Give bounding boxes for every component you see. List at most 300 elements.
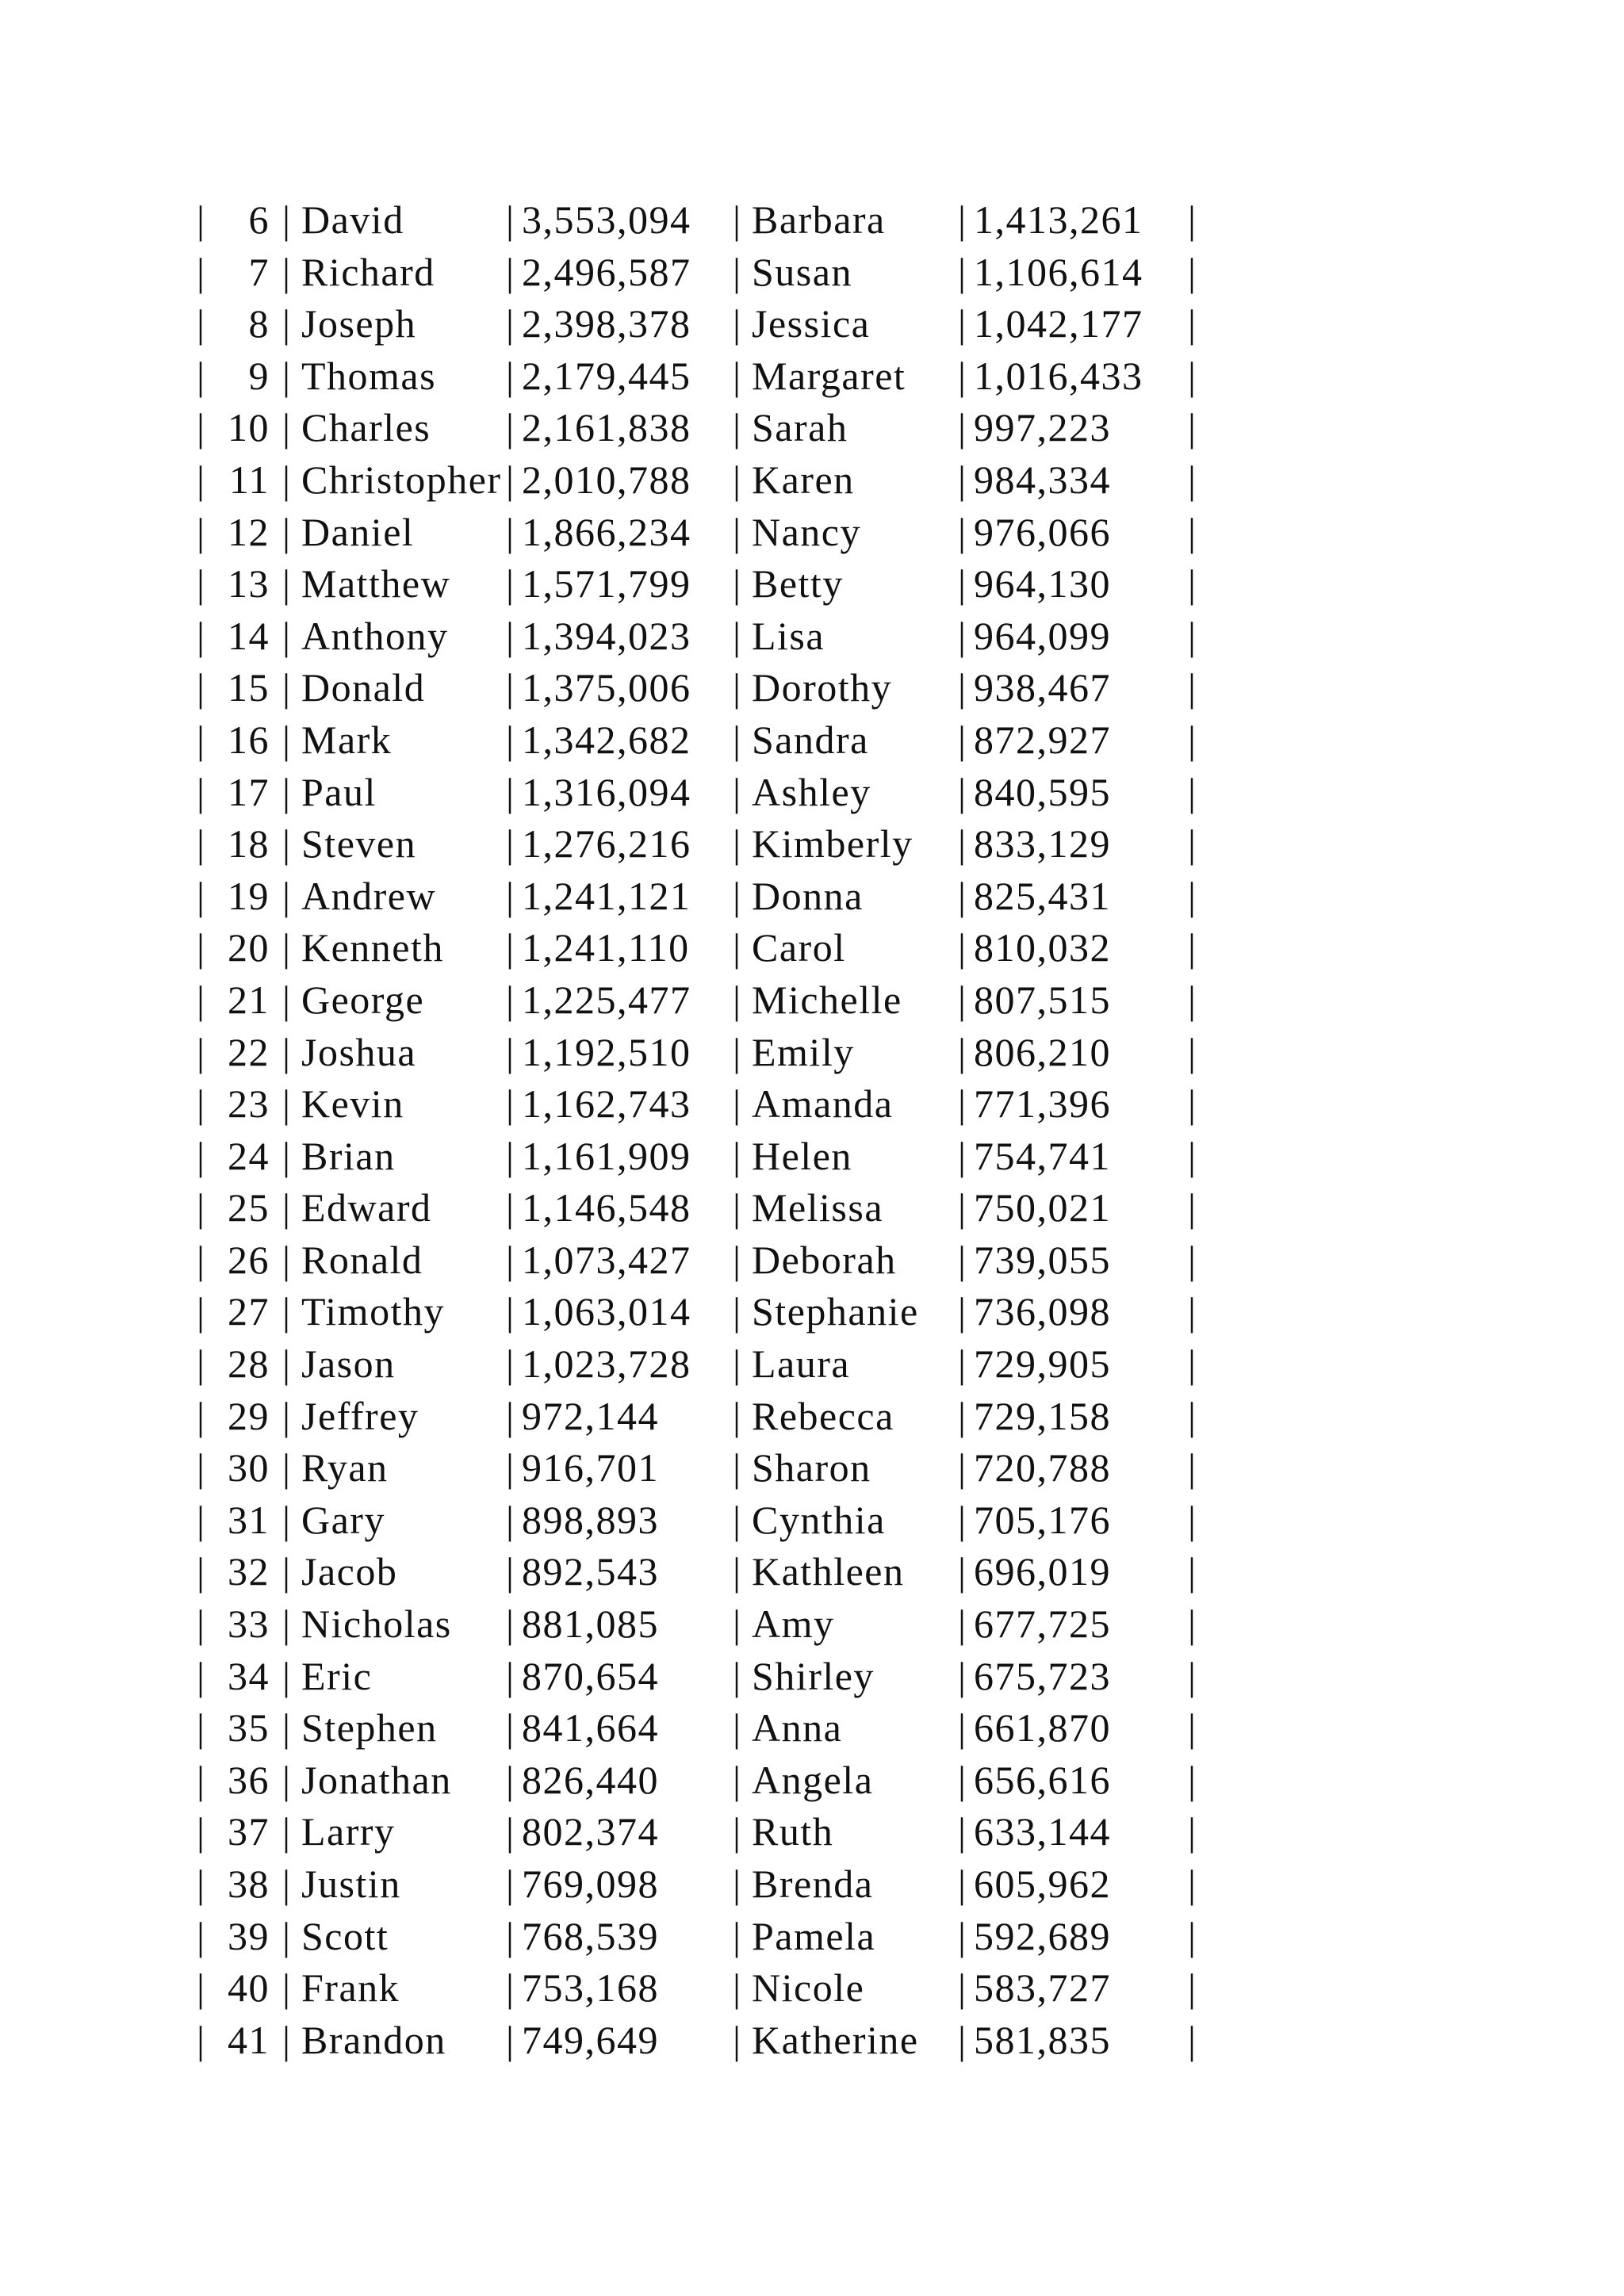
column-separator: | bbox=[506, 1965, 515, 2011]
column-separator: | bbox=[282, 1445, 291, 1490]
column-separator: | bbox=[282, 1185, 291, 1230]
male-count-cell: 2,496,587 bbox=[522, 249, 691, 294]
column-separator: | bbox=[733, 821, 741, 867]
rank-cell: 11 bbox=[228, 457, 270, 502]
column-separator: | bbox=[506, 1705, 515, 1751]
female-name-cell: Helen bbox=[752, 1133, 852, 1178]
column-separator: | bbox=[733, 1549, 741, 1594]
column-separator: | bbox=[1188, 1237, 1197, 1282]
male-name-cell: David bbox=[301, 197, 404, 242]
column-separator: | bbox=[958, 197, 967, 242]
male-count-cell: 1,063,014 bbox=[522, 1289, 691, 1334]
column-separator: | bbox=[733, 717, 741, 762]
column-separator: | bbox=[958, 1809, 967, 1854]
column-separator: | bbox=[958, 1445, 967, 1490]
column-separator: | bbox=[1188, 1341, 1197, 1387]
column-separator: | bbox=[1188, 769, 1197, 814]
column-separator: | bbox=[506, 1133, 515, 1178]
column-separator: | bbox=[733, 1029, 741, 1074]
column-separator: | bbox=[733, 509, 741, 554]
rank-cell: 34 bbox=[228, 1653, 270, 1698]
male-name-cell: Stephen bbox=[301, 1705, 438, 1751]
column-separator: | bbox=[197, 561, 205, 607]
column-separator: | bbox=[733, 1913, 741, 1958]
column-separator: | bbox=[1188, 1757, 1197, 1802]
male-count-cell: 1,571,799 bbox=[522, 561, 691, 607]
column-separator: | bbox=[282, 1341, 291, 1387]
female-count-cell: 675,723 bbox=[974, 1653, 1111, 1698]
column-separator: | bbox=[958, 405, 967, 450]
female-name-cell: Brenda bbox=[752, 1862, 874, 1906]
female-count-cell: 720,788 bbox=[974, 1445, 1111, 1490]
male-count-cell: 898,893 bbox=[522, 1497, 659, 1542]
male-count-cell: 753,168 bbox=[522, 1965, 659, 2011]
male-name-cell: Joseph bbox=[301, 301, 417, 346]
male-count-cell: 826,440 bbox=[522, 1757, 659, 1802]
column-separator: | bbox=[282, 1497, 291, 1542]
male-count-cell: 1,316,094 bbox=[522, 769, 691, 814]
female-name-cell: Pamela bbox=[752, 1913, 876, 1958]
rank-cell: 20 bbox=[228, 925, 270, 970]
column-separator: | bbox=[282, 561, 291, 607]
male-count-cell: 1,192,510 bbox=[522, 1029, 691, 1074]
column-separator: | bbox=[197, 1185, 205, 1230]
column-separator: | bbox=[1188, 1029, 1197, 1074]
rank-cell: 7 bbox=[248, 249, 270, 294]
female-count-cell: 1,042,177 bbox=[974, 301, 1143, 346]
female-name-cell: Dorothy bbox=[752, 665, 893, 710]
male-name-cell: Jacob bbox=[301, 1549, 398, 1594]
column-separator: | bbox=[506, 1497, 515, 1542]
female-count-cell: 633,144 bbox=[974, 1809, 1111, 1854]
female-name-cell: Melissa bbox=[752, 1185, 884, 1230]
column-separator: | bbox=[282, 249, 291, 294]
column-separator: | bbox=[1188, 613, 1197, 658]
column-separator: | bbox=[282, 1809, 291, 1854]
column-separator: | bbox=[958, 1601, 967, 1647]
column-separator: | bbox=[733, 873, 741, 918]
female-count-cell: 581,835 bbox=[974, 2017, 1111, 2062]
column-separator: | bbox=[733, 1809, 741, 1854]
column-separator: | bbox=[506, 925, 515, 970]
female-name-cell: Nicole bbox=[752, 1965, 865, 2011]
column-separator: | bbox=[958, 613, 967, 658]
male-count-cell: 1,225,477 bbox=[522, 977, 691, 1022]
column-separator: | bbox=[1188, 353, 1197, 398]
column-separator: | bbox=[197, 353, 205, 398]
female-name-cell: Margaret bbox=[752, 353, 906, 398]
male-name-cell: Joshua bbox=[301, 1029, 417, 1074]
column-separator: | bbox=[197, 1965, 205, 2011]
column-separator: | bbox=[282, 925, 291, 970]
column-separator: | bbox=[282, 717, 291, 762]
column-separator: | bbox=[733, 1757, 741, 1802]
female-name-cell: Donna bbox=[752, 873, 864, 918]
column-separator: | bbox=[282, 1237, 291, 1282]
column-separator: | bbox=[506, 769, 515, 814]
column-separator: | bbox=[506, 873, 515, 918]
rank-cell: 21 bbox=[228, 977, 270, 1022]
column-separator: | bbox=[282, 613, 291, 658]
column-separator: | bbox=[282, 1133, 291, 1178]
rank-cell: 10 bbox=[228, 405, 270, 450]
column-separator: | bbox=[1188, 509, 1197, 554]
column-separator: | bbox=[733, 1965, 741, 2011]
female-name-cell: Michelle bbox=[752, 977, 902, 1022]
column-separator: | bbox=[1188, 1549, 1197, 1594]
column-separator: | bbox=[1188, 2017, 1197, 2062]
male-name-cell: Christopher bbox=[301, 457, 502, 502]
column-separator: | bbox=[1188, 1185, 1197, 1230]
column-separator: | bbox=[197, 1341, 205, 1387]
rank-cell: 39 bbox=[228, 1913, 270, 1958]
column-separator: | bbox=[282, 509, 291, 554]
column-separator: | bbox=[506, 197, 515, 242]
female-count-cell: 964,130 bbox=[974, 561, 1111, 607]
rank-cell: 40 bbox=[228, 1965, 270, 2011]
column-separator: | bbox=[506, 301, 515, 346]
female-count-cell: 677,725 bbox=[974, 1601, 1111, 1647]
column-separator: | bbox=[506, 1237, 515, 1282]
male-count-cell: 1,161,909 bbox=[522, 1133, 691, 1178]
female-count-cell: 807,515 bbox=[974, 977, 1111, 1022]
column-separator: | bbox=[197, 925, 205, 970]
female-name-cell: Kathleen bbox=[752, 1549, 905, 1594]
male-count-cell: 1,241,110 bbox=[522, 925, 690, 970]
female-name-cell: Angela bbox=[752, 1757, 874, 1802]
male-count-cell: 1,146,548 bbox=[522, 1185, 691, 1230]
column-separator: | bbox=[197, 1757, 205, 1802]
column-separator: | bbox=[958, 665, 967, 710]
column-separator: | bbox=[506, 509, 515, 554]
column-separator: | bbox=[958, 457, 967, 502]
column-separator: | bbox=[282, 457, 291, 502]
rank-cell: 16 bbox=[228, 717, 270, 762]
female-count-cell: 750,021 bbox=[974, 1185, 1111, 1230]
column-separator: | bbox=[506, 1757, 515, 1802]
male-count-cell: 1,162,743 bbox=[522, 1081, 691, 1127]
rank-cell: 28 bbox=[228, 1341, 270, 1387]
female-name-cell: Nancy bbox=[752, 509, 861, 554]
column-separator: | bbox=[1188, 1705, 1197, 1751]
column-separator: | bbox=[506, 457, 515, 502]
column-separator: | bbox=[197, 197, 205, 242]
rank-cell: 26 bbox=[228, 1237, 270, 1282]
column-separator: | bbox=[506, 1601, 515, 1647]
column-separator: | bbox=[506, 1913, 515, 1958]
male-name-cell: Justin bbox=[301, 1862, 401, 1906]
rank-cell: 35 bbox=[228, 1705, 270, 1751]
male-name-cell: Larry bbox=[301, 1809, 396, 1854]
female-name-cell: Sarah bbox=[752, 405, 848, 450]
column-separator: | bbox=[733, 1653, 741, 1698]
male-count-cell: 2,161,838 bbox=[522, 405, 691, 450]
female-name-cell: Ashley bbox=[752, 769, 871, 814]
column-separator: | bbox=[1188, 457, 1197, 502]
column-separator: | bbox=[282, 1862, 291, 1906]
column-separator: | bbox=[197, 405, 205, 450]
column-separator: | bbox=[282, 821, 291, 867]
male-count-cell: 2,010,788 bbox=[522, 457, 691, 502]
column-separator: | bbox=[958, 1549, 967, 1594]
column-separator: | bbox=[282, 873, 291, 918]
column-separator: | bbox=[282, 197, 291, 242]
male-name-cell: George bbox=[301, 977, 425, 1022]
column-separator: | bbox=[1188, 1445, 1197, 1490]
male-name-cell: Timothy bbox=[301, 1289, 445, 1334]
male-count-cell: 1,276,216 bbox=[522, 821, 691, 867]
column-separator: | bbox=[958, 249, 967, 294]
column-separator: | bbox=[958, 2017, 967, 2062]
female-name-cell: Jessica bbox=[752, 301, 871, 346]
male-name-cell: Kevin bbox=[301, 1081, 404, 1127]
column-separator: | bbox=[506, 1445, 515, 1490]
male-count-cell: 768,539 bbox=[522, 1913, 659, 1958]
male-name-cell: Ronald bbox=[301, 1237, 423, 1282]
column-separator: | bbox=[506, 1862, 515, 1906]
column-separator: | bbox=[506, 821, 515, 867]
male-count-cell: 1,023,728 bbox=[522, 1341, 691, 1387]
female-count-cell: 825,431 bbox=[974, 873, 1111, 918]
column-separator: | bbox=[282, 1029, 291, 1074]
female-count-cell: 840,595 bbox=[974, 769, 1111, 814]
column-separator: | bbox=[958, 561, 967, 607]
rank-cell: 36 bbox=[228, 1757, 270, 1802]
female-name-cell: Lisa bbox=[752, 613, 825, 658]
rank-cell: 6 bbox=[248, 197, 270, 242]
column-separator: | bbox=[197, 249, 205, 294]
female-name-cell: Anna bbox=[752, 1705, 843, 1751]
rank-cell: 31 bbox=[228, 1497, 270, 1542]
column-separator: | bbox=[958, 1133, 967, 1178]
column-separator: | bbox=[733, 613, 741, 658]
column-separator: | bbox=[197, 509, 205, 554]
column-separator: | bbox=[197, 301, 205, 346]
column-separator: | bbox=[282, 353, 291, 398]
column-separator: | bbox=[506, 1081, 515, 1127]
column-separator: | bbox=[506, 717, 515, 762]
column-separator: | bbox=[958, 1237, 967, 1282]
female-count-cell: 938,467 bbox=[974, 665, 1111, 710]
female-name-cell: Sharon bbox=[752, 1445, 871, 1490]
column-separator: | bbox=[733, 769, 741, 814]
male-name-cell: Scott bbox=[301, 1913, 389, 1958]
column-separator: | bbox=[1188, 1913, 1197, 1958]
male-name-cell: Donald bbox=[301, 665, 426, 710]
column-separator: | bbox=[733, 457, 741, 502]
column-separator: | bbox=[733, 665, 741, 710]
column-separator: | bbox=[506, 665, 515, 710]
column-separator: | bbox=[958, 769, 967, 814]
column-separator: | bbox=[958, 1757, 967, 1802]
male-count-cell: 1,073,427 bbox=[522, 1237, 691, 1282]
rank-cell: 23 bbox=[228, 1081, 270, 1127]
column-separator: | bbox=[1188, 1393, 1197, 1438]
column-separator: | bbox=[197, 1862, 205, 1906]
column-separator: | bbox=[197, 1081, 205, 1127]
female-count-cell: 661,870 bbox=[974, 1705, 1111, 1751]
female-name-cell: Amy bbox=[752, 1601, 835, 1647]
column-separator: | bbox=[282, 1549, 291, 1594]
column-separator: | bbox=[282, 1393, 291, 1438]
column-separator: | bbox=[282, 977, 291, 1022]
column-separator: | bbox=[506, 1029, 515, 1074]
column-separator: | bbox=[197, 873, 205, 918]
column-separator: | bbox=[733, 1289, 741, 1334]
female-count-cell: 806,210 bbox=[974, 1029, 1111, 1074]
male-name-cell: Jonathan bbox=[301, 1757, 452, 1802]
male-count-cell: 1,241,121 bbox=[522, 873, 691, 918]
female-name-cell: Kimberly bbox=[752, 821, 914, 867]
female-name-cell: Katherine bbox=[752, 2017, 919, 2062]
male-name-cell: Eric bbox=[301, 1653, 373, 1698]
column-separator: | bbox=[958, 1965, 967, 2011]
rank-cell: 14 bbox=[228, 613, 270, 658]
male-name-cell: Nicholas bbox=[301, 1601, 452, 1647]
female-count-cell: 739,055 bbox=[974, 1237, 1111, 1282]
male-count-cell: 870,654 bbox=[522, 1653, 659, 1698]
column-separator: | bbox=[958, 1497, 967, 1542]
column-separator: | bbox=[197, 1653, 205, 1698]
rank-cell: 25 bbox=[228, 1185, 270, 1230]
rank-cell: 37 bbox=[228, 1809, 270, 1854]
column-separator: | bbox=[958, 1653, 967, 1698]
male-count-cell: 2,179,445 bbox=[522, 353, 691, 398]
male-name-cell: Paul bbox=[301, 769, 377, 814]
column-separator: | bbox=[1188, 1862, 1197, 1906]
column-separator: | bbox=[1188, 301, 1197, 346]
rank-cell: 18 bbox=[228, 821, 270, 867]
column-separator: | bbox=[733, 249, 741, 294]
male-count-cell: 769,098 bbox=[522, 1862, 659, 1906]
column-separator: | bbox=[282, 2017, 291, 2062]
column-separator: | bbox=[197, 665, 205, 710]
column-separator: | bbox=[733, 353, 741, 398]
column-separator: | bbox=[958, 925, 967, 970]
column-separator: | bbox=[1188, 1809, 1197, 1854]
column-separator: | bbox=[1188, 249, 1197, 294]
rank-cell: 12 bbox=[228, 509, 270, 554]
column-separator: | bbox=[1188, 873, 1197, 918]
male-name-cell: Thomas bbox=[301, 353, 437, 398]
male-count-cell: 916,701 bbox=[522, 1445, 659, 1490]
rank-cell: 41 bbox=[228, 2017, 270, 2062]
male-count-cell: 1,866,234 bbox=[522, 509, 691, 554]
rank-cell: 17 bbox=[228, 769, 270, 814]
male-name-cell: Andrew bbox=[301, 873, 437, 918]
column-separator: | bbox=[197, 457, 205, 502]
female-name-cell: Carol bbox=[752, 925, 846, 970]
column-separator: | bbox=[733, 1601, 741, 1647]
rank-cell: 15 bbox=[228, 665, 270, 710]
column-separator: | bbox=[733, 1237, 741, 1282]
column-separator: | bbox=[197, 1237, 205, 1282]
column-separator: | bbox=[197, 1601, 205, 1647]
column-separator: | bbox=[506, 613, 515, 658]
column-separator: | bbox=[506, 1809, 515, 1854]
column-separator: | bbox=[506, 1185, 515, 1230]
column-separator: | bbox=[733, 301, 741, 346]
column-separator: | bbox=[1188, 1081, 1197, 1127]
rank-cell: 9 bbox=[248, 353, 270, 398]
male-name-cell: Ryan bbox=[301, 1445, 389, 1490]
male-name-cell: Edward bbox=[301, 1185, 432, 1230]
column-separator: | bbox=[506, 561, 515, 607]
column-separator: | bbox=[958, 873, 967, 918]
column-separator: | bbox=[1188, 977, 1197, 1022]
column-separator: | bbox=[282, 1081, 291, 1127]
female-count-cell: 583,727 bbox=[974, 1965, 1111, 2011]
female-count-cell: 1,016,433 bbox=[974, 353, 1143, 398]
female-count-cell: 736,098 bbox=[974, 1289, 1111, 1334]
male-count-cell: 1,394,023 bbox=[522, 613, 691, 658]
rank-cell: 38 bbox=[228, 1862, 270, 1906]
column-separator: | bbox=[733, 1185, 741, 1230]
column-separator: | bbox=[506, 1549, 515, 1594]
column-separator: | bbox=[733, 405, 741, 450]
column-separator: | bbox=[282, 1289, 291, 1334]
female-count-cell: 997,223 bbox=[974, 405, 1111, 450]
column-separator: | bbox=[197, 717, 205, 762]
column-separator: | bbox=[733, 1705, 741, 1751]
female-count-cell: 656,616 bbox=[974, 1757, 1111, 1802]
column-separator: | bbox=[958, 353, 967, 398]
column-separator: | bbox=[1188, 1497, 1197, 1542]
column-separator: | bbox=[733, 1445, 741, 1490]
column-separator: | bbox=[1188, 1653, 1197, 1698]
female-count-cell: 1,106,614 bbox=[974, 249, 1143, 294]
column-separator: | bbox=[958, 717, 967, 762]
female-count-cell: 833,129 bbox=[974, 821, 1111, 867]
column-separator: | bbox=[282, 1913, 291, 1958]
male-name-cell: Frank bbox=[301, 1965, 400, 2011]
column-separator: | bbox=[958, 977, 967, 1022]
female-count-cell: 754,741 bbox=[974, 1133, 1111, 1178]
column-separator: | bbox=[1188, 561, 1197, 607]
rank-cell: 13 bbox=[228, 561, 270, 607]
female-count-cell: 771,396 bbox=[974, 1081, 1111, 1127]
column-separator: | bbox=[282, 301, 291, 346]
male-name-cell: Jason bbox=[301, 1341, 396, 1387]
male-name-cell: Daniel bbox=[301, 509, 415, 554]
column-separator: | bbox=[958, 1029, 967, 1074]
column-separator: | bbox=[282, 1653, 291, 1698]
column-separator: | bbox=[1188, 717, 1197, 762]
female-name-cell: Deborah bbox=[752, 1237, 897, 1282]
column-separator: | bbox=[1188, 1289, 1197, 1334]
column-separator: | bbox=[958, 1289, 967, 1334]
column-separator: | bbox=[958, 509, 967, 554]
column-separator: | bbox=[197, 1393, 205, 1438]
female-count-cell: 705,176 bbox=[974, 1497, 1111, 1542]
female-name-cell: Ruth bbox=[752, 1809, 834, 1854]
female-name-cell: Cynthia bbox=[752, 1497, 886, 1542]
female-count-cell: 984,334 bbox=[974, 457, 1111, 502]
column-separator: | bbox=[1188, 1965, 1197, 2011]
female-name-cell: Susan bbox=[752, 249, 852, 294]
rank-cell: 8 bbox=[248, 301, 270, 346]
male-count-cell: 972,144 bbox=[522, 1393, 659, 1438]
column-separator: | bbox=[506, 2017, 515, 2062]
column-separator: | bbox=[197, 1913, 205, 1958]
female-count-cell: 872,927 bbox=[974, 717, 1111, 762]
column-separator: | bbox=[733, 1081, 741, 1127]
female-count-cell: 1,413,261 bbox=[974, 197, 1143, 242]
rank-cell: 22 bbox=[228, 1029, 270, 1074]
column-separator: | bbox=[1188, 405, 1197, 450]
column-separator: | bbox=[197, 769, 205, 814]
column-separator: | bbox=[506, 977, 515, 1022]
